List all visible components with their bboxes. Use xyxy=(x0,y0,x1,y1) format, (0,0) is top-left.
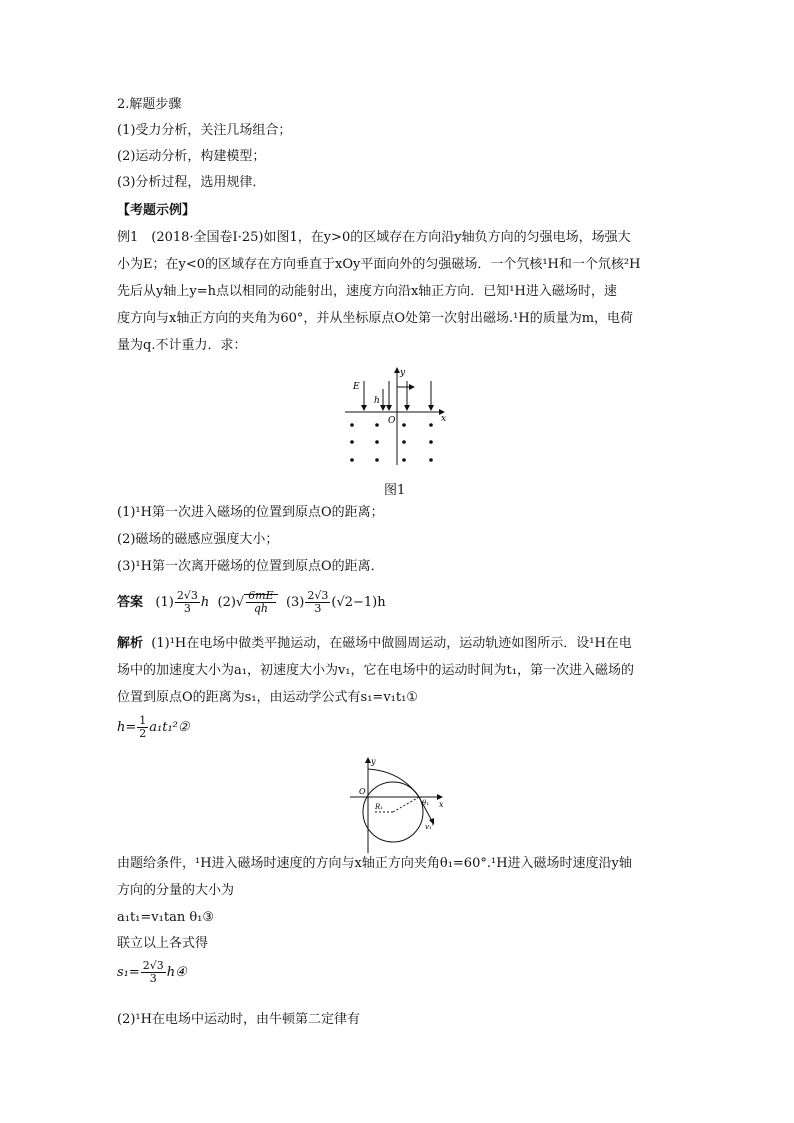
analysis-line-5: 方向的分量的大小为 xyxy=(117,883,235,898)
eq4-rhs: h④ xyxy=(166,965,187,980)
question-2: (2)磁场的磁感应强度大小； xyxy=(117,532,279,547)
answer-p1: (1) xyxy=(155,595,174,610)
fig2-label-theta: θ₁ xyxy=(422,799,430,807)
question-3: (3)¹H第一次离开磁场的位置到原点O的距离． xyxy=(117,559,384,574)
answer-label: 答案 xyxy=(117,595,144,610)
fig1-label-o: O xyxy=(388,416,396,426)
question-1: (1)¹H第一次进入磁场的位置到原点O的距离； xyxy=(117,505,384,520)
analysis-line-1-text: (1)¹H在电场中做类平抛运动，在磁场中做圆周运动，运动轨迹如图所示．设¹H在电 xyxy=(151,636,632,651)
step-1: (1)受力分析，关注几场组合； xyxy=(117,123,292,138)
answer-p2: (2) xyxy=(217,595,236,610)
equation-4 xyxy=(117,958,187,988)
answer-1-den: 3 xyxy=(183,602,191,615)
equation-3: a₁t₁=v₁tan θ₁③ xyxy=(117,910,215,925)
problem-line-1: 例1 (2018·全国卷Ⅰ·25)如图1，在y>0的区域存在方向沿y轴负方向的匀强电场，场强大 xyxy=(117,230,631,245)
analysis-line-3: 位置到原点O的距离为s₁，由运动学公式有s₁=v₁t₁① xyxy=(117,690,418,705)
equation-2 xyxy=(117,714,190,742)
answer-2-num: 6mE xyxy=(248,589,274,602)
problem-line-3: 先后从y轴上y=h点以相同的动能射出，速度方向沿x轴正方向．已知¹H进入磁场时，速 xyxy=(117,284,617,299)
eq4-den: 3 xyxy=(149,972,157,985)
fig2-label-x: x xyxy=(439,800,444,809)
fig2-label-v: v₁' xyxy=(425,823,434,831)
fig1-label-y: y xyxy=(400,368,406,378)
example-label: 【考题示例】 xyxy=(117,203,196,218)
fig2-label-r: R₁ xyxy=(375,803,384,811)
figure-1 xyxy=(335,365,455,475)
answer-2-frac xyxy=(246,590,275,615)
figure-2 xyxy=(345,755,455,855)
answer-2-den: qh xyxy=(253,602,269,615)
analysis-line-6: 联立以上各式得 xyxy=(117,936,209,951)
eq2-rhs: a₁t₁²② xyxy=(149,720,190,735)
fig1-label-x: x xyxy=(441,414,447,424)
problem-line-5: 量为q.不计重力．求： xyxy=(117,338,247,353)
fig2-label-o: O xyxy=(359,787,366,796)
answer-3-num: 2√3 xyxy=(307,589,329,602)
step-2: (2)运动分析，构建模型； xyxy=(117,149,266,164)
answer-3-den: 3 xyxy=(314,602,322,615)
answer-3-tail: (√2−1)h xyxy=(331,595,386,610)
eq2-lhs: h= xyxy=(117,720,137,735)
answer-p3: (3) xyxy=(285,595,305,610)
step-3: (3)分析过程，选用规律． xyxy=(117,175,266,190)
fig2-label-y: y xyxy=(371,757,376,766)
answer-3-frac xyxy=(305,590,330,615)
section-heading: 2.解题步骤 xyxy=(117,97,182,112)
answer-2-sqrt xyxy=(244,589,277,615)
eq4-frac xyxy=(141,960,166,985)
eq4-lhs: s₁= xyxy=(117,965,140,980)
analysis-line-4: 由题给条件，¹H进入磁场时速度的方向与x轴正方向夹角θ₁=60°.¹H进入磁场时速度沿y轴 xyxy=(117,856,632,871)
answer-1-frac xyxy=(175,590,200,615)
analysis-line-7: (2)¹H在电场中运动时，由牛顿第二定律有 xyxy=(117,1012,360,1027)
eq2-num: 1 xyxy=(139,714,147,727)
answer-1-num: 2√3 xyxy=(176,589,198,602)
analysis-label: 解析 xyxy=(117,636,144,651)
eq2-frac xyxy=(137,715,148,740)
answer-line: 答案 (1) $\frac{2√3}{3}$ h (2)√ $\frac{6mE}{qh}$ (3) $\frac{2√3}{3}$ (√2−1)h xyxy=(117,589,386,615)
analysis-line-2: 场中的加速度大小为a₁，初速度大小为v₁，它在电场中的运动时间为t₁，第一次进入磁场的 xyxy=(117,663,634,678)
problem-line-2: 小为E；在y<0的区域存在方向垂直于xOy平面向外的匀强磁场．一个氕核¹H和一个氘核²H xyxy=(117,257,641,272)
fig1-label-h: h xyxy=(374,396,380,406)
analysis-line-1 xyxy=(117,636,632,652)
figure-1-caption: 图1 xyxy=(384,483,406,498)
fig1-label-e: E xyxy=(353,382,360,392)
eq2-den: 2 xyxy=(139,727,147,740)
eq4-num: 2√3 xyxy=(142,959,164,972)
answer-1-tail: h xyxy=(200,595,210,610)
problem-line-4: 度方向与x轴正方向的夹角为60°，并从坐标原点O处第一次射出磁场.¹H的质量为m，电荷 xyxy=(117,311,634,326)
